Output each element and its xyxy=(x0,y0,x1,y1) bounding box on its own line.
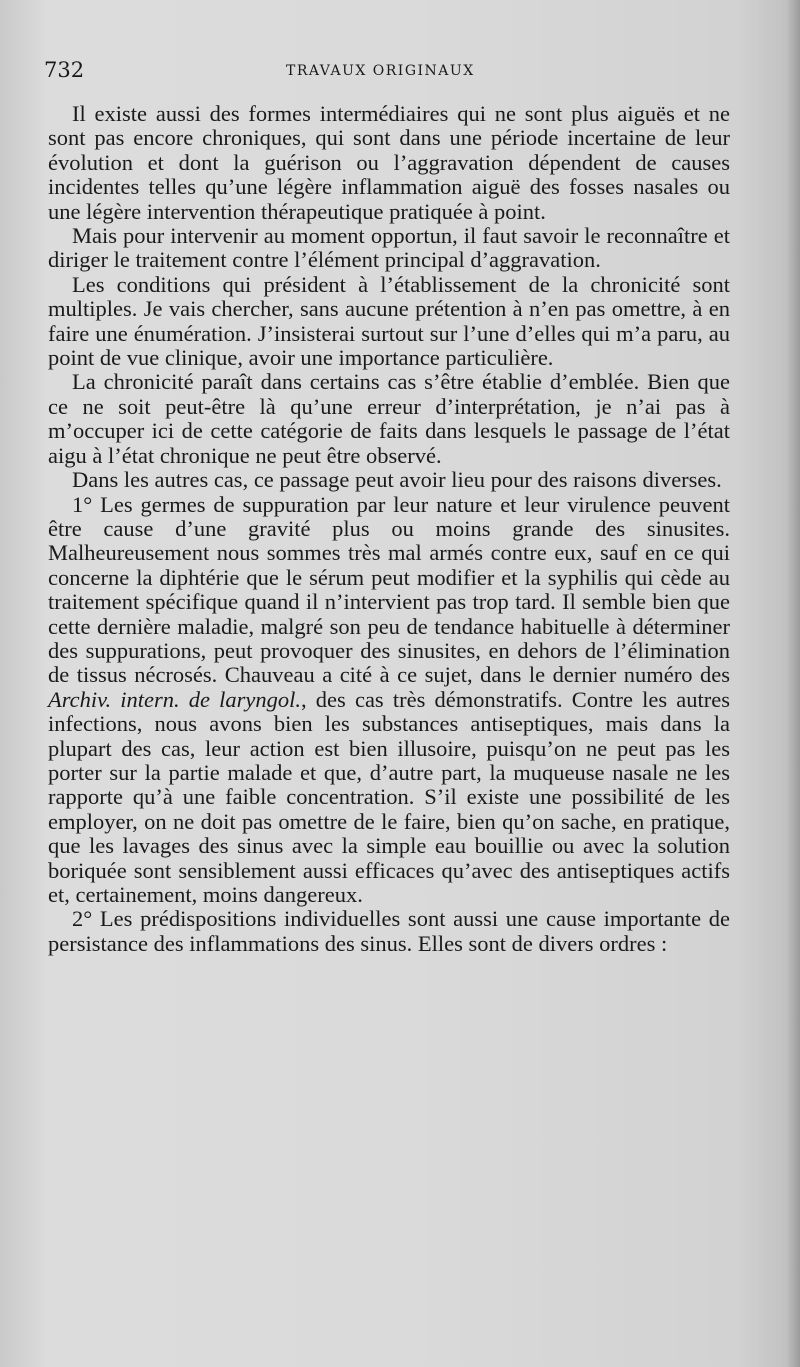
paragraph-chronicity: La chronicité paraît dans certains cas s’être établie d’emblée. Bien que ce ne soit peut-être là qu’une erreur d’interprétation, je n’ai pas à m’occuper ici de cette catégorie de faits dans lesquels le passage de l’état aigu à l’état chronique ne peut être observé. xyxy=(48,369,730,468)
paragraph-predispositions: 2° Les prédispositions individuelles sont aussi une cause importante de persistance des inflammations des sinus. Elles sont de divers ordres : xyxy=(48,906,730,956)
germs-text-after: , des cas très démonstratifs. Contre les autres infections, nous avons bien les substances antiseptiques, mais dans la plupart des cas, leur action est bien illusoire, puisqu’on ne peut pas les porter sur la partie malade et que, d’autre part, la muqueuse nasale ne les rapporte qu’à une faible concentration. S’il existe une possibilité de les employer, on ne doit pas omettre de le faire, bien qu’on sache, en pratique, que les lavages des sinus avec la simple eau bouillie ou avec la solution boriquée sont sensiblement aussi efficaces qu’avec des antiseptiques actifs et, certainement, moins dangereux. xyxy=(48,686,730,907)
paragraph-germs xyxy=(48,493,730,908)
paragraph-conditions: Les conditions qui président à l’établissement de la chronicité sont multiples. Je vais chercher, sans aucune prétention à n’en pas omettre, à en faire une énumération. J’insisterai surtout sur l’une d’elles qui m’a paru, au point de vue clinique, avoir une importance particulière. xyxy=(48,271,730,371)
paragraph-intermediate-forms: Il existe aussi des formes intermédiaires qui ne sont plus aiguës et ne sont pas encore chroniques, qui sont dans une période incertaine de leur évolution et dont la guérison ou l’aggravation dépendent de causes incidentes telles qu’une légère inflammation aiguë des fosses nasales ou une légère intervention thérapeutique pratiquée à point. xyxy=(48,101,730,224)
paragraph-other-cases: Dans les autres cas, ce passage peut avoir lieu pour des raisons diverses. xyxy=(72,467,722,493)
paragraph-intervention: Mais pour intervenir au moment opportun, il faut savoir le reconnaître et diriger le traitement contre l’élément principal d’aggravation. xyxy=(48,223,730,273)
page-number: 732 xyxy=(44,58,85,82)
journal-title: Archiv. intern. de laryngol. xyxy=(48,686,302,712)
running-head xyxy=(44,58,734,88)
body-text xyxy=(48,102,730,956)
running-title: TRAVAUX ORIGINAUX xyxy=(286,63,475,79)
germs-text-before: 1° Les germes de suppuration par leur nature et leur virulence peuvent être cause d’une gravité plus ou moins grande des sinusites. Malheureusement nous sommes très mal armés contre eux, sauf en ce qui concerne la diphtérie que le sérum peut modifier et la syphilis qui cède au traitement spécifique quand il n’intervient pas trop tard. Il semble bien que cette dernière maladie, malgré son peu de tendance habituelle à déterminer des suppurations, peut provoquer des sinusites, en dehors de l’élimination de tissus nécrosés. Chauveau a cité à ce sujet, dans le dernier numéro des xyxy=(48,491,730,688)
